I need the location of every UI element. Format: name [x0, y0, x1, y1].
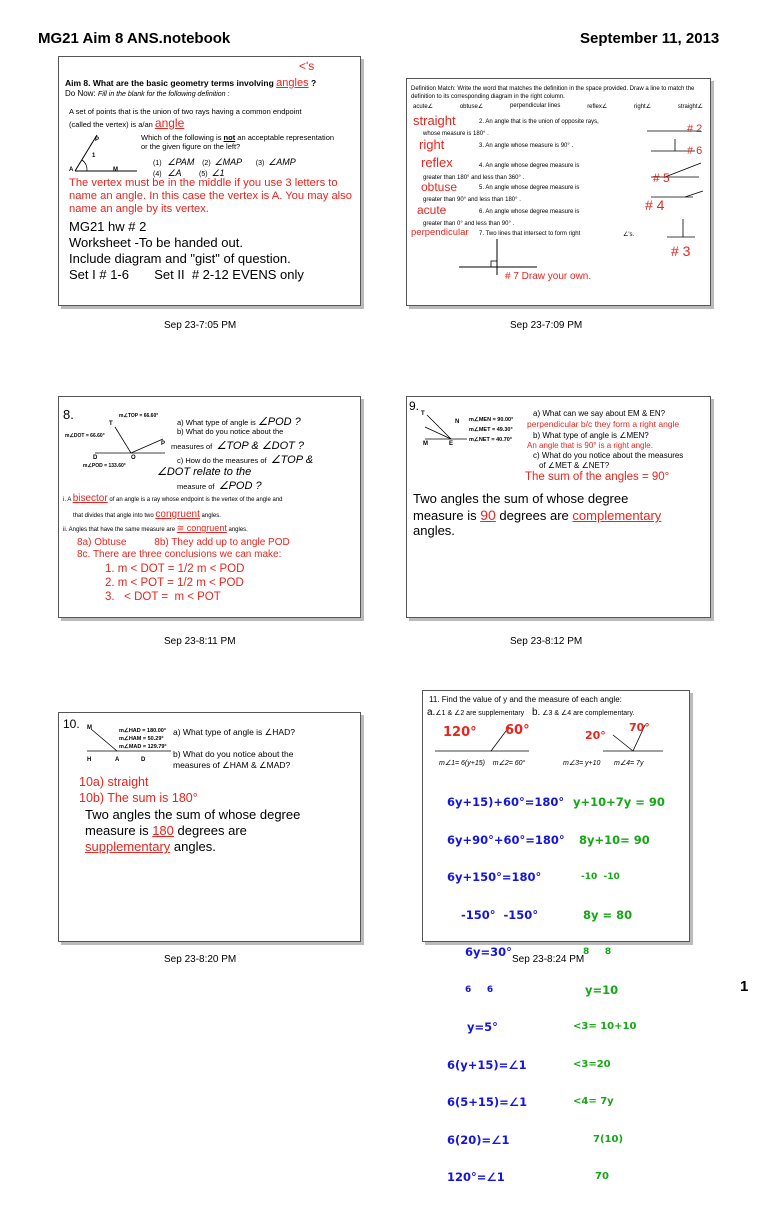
timestamp-slide-4: Sep 23-8:12 PM — [510, 636, 583, 647]
label-h: H — [87, 757, 92, 763]
question-10b: b) What do you notice about the — [173, 749, 294, 759]
problem-11-title: 11. Find the value of y and the measure of each angle: — [429, 695, 622, 704]
definition-bisector-2: that divides that angle into two congruent angles. — [73, 509, 221, 520]
complementary-figure — [421, 411, 471, 445]
row-2-text: 2. An angle that is the union of opposite rays, — [479, 119, 599, 125]
slide-8 — [58, 396, 361, 618]
question-text: Which of the following is not an acceptable representation — [141, 133, 335, 142]
notebook-date: September 11, 2013 — [580, 30, 720, 47]
timestamp-slide-5: Sep 23-8:20 PM — [164, 954, 237, 965]
timestamp-slide-3: Sep 23-8:11 PM — [164, 636, 236, 647]
slide-definition-match — [406, 78, 711, 306]
slide-9 — [406, 396, 711, 618]
work-11b: y+10+7y = 90 8y+10= 90 -10 -10 8y = 80 8 8 y=10 <3= 10+10 <3=20 <4= 7y 7(10) 70 — [573, 795, 665, 1182]
question-8c: c) How do the measures of ∠TOP & — [177, 454, 314, 466]
timestamp-slide-2: Sep 23-7:09 PM — [510, 320, 583, 331]
answer-perpendicular: perpendicular — [411, 227, 469, 238]
question-9c-2: of ∠MET & ∠NET? — [539, 461, 610, 470]
question-10a: a) What type of angle is ∠HAD? — [173, 727, 295, 737]
question-8b-2: measures of ∠TOP & ∠DOT ? — [171, 440, 305, 452]
definition-bisector: i. A bisector of an angle is a ray whose endpoint is the vertex of the angle and — [63, 493, 283, 504]
hw-line-2: Include diagram and "gist" of question. — [69, 251, 291, 266]
hw-title: MG21 hw # 2 — [69, 219, 147, 234]
label-a-10: A — [115, 757, 120, 763]
slide-number-10: 10. — [63, 717, 80, 731]
row-2-text-2: whose measure is 180° . — [423, 131, 489, 137]
definition-text: A set of points that is the union of two rays having a common endpoint — [69, 107, 302, 116]
statement-9-line-2: measure is 90 degrees are complementary — [413, 507, 662, 523]
mark-4: # 4 — [645, 197, 665, 213]
question-9c: c) What do you notice about the measures — [533, 451, 684, 460]
question-9a: a) What can we say about EM & EN? — [533, 409, 666, 418]
label-d-10: D — [141, 757, 146, 763]
definition-text-2: (called the vertex) is a/an angle — [69, 116, 185, 130]
answers-8ab: 8a) Obtuse 8b) They add up to angle POD — [77, 537, 290, 548]
row-7-text: 7. Two lines that intersect to form right — [479, 231, 581, 237]
aim-answer: <'s — [299, 59, 315, 73]
label-1: 1 — [92, 153, 96, 159]
label-n: N — [455, 419, 460, 425]
conclusion-3: 3. < DOT = m < POT — [105, 591, 221, 603]
statement-9-line-3: angles. — [413, 523, 455, 538]
label-m-9: M — [423, 441, 428, 447]
question-9b: b) What type of angle is ∠MEN? — [533, 431, 649, 440]
word-bank: acute∠ obtuse∠ perpendicular lines reflex∠ right∠ straight∠ — [413, 103, 703, 110]
label-o: O — [131, 455, 136, 461]
label-t: T — [109, 421, 113, 427]
measures-10: m∠HAD = 180.00° m∠HAM = 50.29° m∠MAD = 129.79° — [119, 728, 167, 750]
answer-acute: acute — [417, 203, 447, 217]
row-4-text: 4. An angle whose degree measure is — [479, 163, 580, 169]
work-11a: 6y+15)+60°=180° 6y+90°+60°=180° 6y+150°=180° -150° -150° 6y=30° 6 6 y=5° 6(y+15)=∠1 6(5+15)=∠1 6(20)=∠1 120°=∠1 — [447, 795, 565, 1184]
label-e: E — [449, 441, 454, 447]
page-number: 1 — [740, 978, 749, 995]
mark-5: # 5 — [653, 171, 670, 185]
definition-congruent: ii. Angles that have the same measure are ≅ congruent angles. — [63, 523, 248, 533]
timestamp-slide-6: Sep 23-8:24 PM — [512, 954, 585, 965]
label-m: M — [113, 167, 118, 173]
answer-9c: The sum of the angles = 90° — [525, 471, 670, 483]
row-6-text: 6. An angle whose degree measure is — [479, 209, 580, 215]
answer-straight: straight — [413, 113, 456, 128]
answer-reflex: reflex — [421, 155, 453, 170]
conclusion-2: 2. m < POT = 1/2 m < POD — [105, 577, 244, 589]
do-now: Do Now: Fill in the blank for the following definition : — [65, 89, 230, 98]
label-p-8: P — [161, 441, 166, 447]
statement-10-line-2: measure is 180 degrees are — [85, 823, 247, 838]
question-8c-3: measure of ∠POD ? — [177, 480, 262, 492]
mark-6: # 6 — [687, 145, 703, 157]
equation-11a: m∠1= 6(y+15) m∠2= 60° — [439, 760, 526, 767]
measure-pod: m∠POD = 133.60° — [83, 463, 126, 469]
handwritten-angle-4: 70° — [629, 721, 650, 734]
row-3-text: 3. An angle whose measure is 90° . — [479, 143, 574, 149]
draw-note: # 7 Draw your own. — [505, 271, 592, 282]
slide-number-8: 8. — [63, 407, 74, 422]
hw-line-3: Set I # 1-6 Set II # 2-12 EVENS only — [69, 267, 304, 282]
mark-3: # 3 — [671, 243, 691, 259]
timestamp-slide-1: Sep 23-7:05 PM — [164, 320, 237, 331]
answer-obtuse: obtuse — [421, 180, 458, 194]
answer-10b: 10b) The sum is 180° — [79, 791, 198, 805]
aim-question: Aim 8. What are the basic geometry terms involving angles ? — [65, 77, 317, 89]
answer-8c: 8c. There are three conclusions we can make: — [77, 549, 282, 560]
row-4-text-2: greater than 180° and less than 360° . — [423, 175, 525, 181]
question-8c-2: ∠DOT relate to the — [157, 466, 252, 478]
problem-11-parts: a.∠1 & ∠2 are supplementary b. ∠3 & ∠4 are complementary. — [427, 707, 635, 718]
answer-10a: 10a) straight — [79, 775, 149, 789]
row-6-text-2: greater than 0° and less than 90° . — [423, 221, 515, 227]
row-5-text-2: greater than 90° and less than 180° . — [423, 197, 521, 203]
answer-right: right — [419, 137, 445, 152]
row-5-text: 5. An angle whose degree measure is — [479, 185, 580, 191]
mark-2: # 2 — [687, 123, 703, 135]
bisector-figure — [89, 417, 169, 457]
row-7-text-3: ∠'s. — [623, 232, 635, 238]
statement-10-line-3: supplementary angles. — [85, 839, 216, 854]
slide-number-9: 9. — [409, 399, 420, 413]
instructions: Definition Match: Write the word that matches the definition in the space provided. Draw a line to match the definition to its corresponding diagram in the right column. — [411, 86, 695, 100]
label-d: D — [93, 455, 98, 461]
label-a: A — [69, 167, 74, 173]
question-10b-2: measures of ∠HAM & ∠MAD? — [173, 760, 291, 770]
question-text-2: or the given figure on the left? — [141, 142, 241, 151]
slide-10 — [58, 712, 361, 942]
handwritten-angle-1: 120° — [443, 725, 477, 740]
statement-9-line-1: Two angles the sum of whose degree — [413, 491, 629, 506]
handwritten-angle-3: 20° — [585, 729, 606, 742]
label-t-9: T — [421, 411, 425, 417]
notebook-title: MG21 Aim 8 ANS.notebook — [38, 30, 231, 47]
handwritten-angle-2: 60° — [505, 723, 530, 738]
equation-11b: m∠3= y+10 m∠4= 7y — [563, 760, 644, 767]
hw-line-1: Worksheet -To be handed out. — [69, 235, 243, 250]
question-8a: a) What type of angle is ∠POD ? — [177, 416, 301, 428]
answer-9b: An angle that is 90° is a right angle. — [527, 441, 653, 450]
slide-aim-8 — [58, 56, 361, 306]
answer-9a: perpendicular b/c they form a right angle — [527, 419, 680, 429]
angle-pam-figure — [67, 129, 147, 179]
question-8b: b) What do you notice about the — [177, 427, 284, 436]
measure-top: m∠TOP = 66.60° — [119, 413, 159, 419]
statement-10-line-1: Two angles the sum of whose degree — [85, 807, 301, 822]
measures-9: m∠MEN = 90.00° m∠MET = 49.30° m∠NET = 40.70° — [469, 417, 514, 443]
conclusion-1: 1. m < DOT = 1/2 m < POD — [105, 563, 245, 575]
measure-dot: m∠DOT = 66.60° — [65, 433, 105, 439]
label-p: P — [95, 137, 100, 143]
options: (1) ∠PAM (2) ∠MAP (3) ∠AMP (4) ∠A (5) ∠1 — [153, 157, 296, 178]
label-m-10: M — [87, 725, 92, 731]
red-note: The vertex must be in the middle if you use 3 letters to name an angle. In this case the vertex is A. You may also name an angle by its vertex. — [69, 177, 352, 215]
